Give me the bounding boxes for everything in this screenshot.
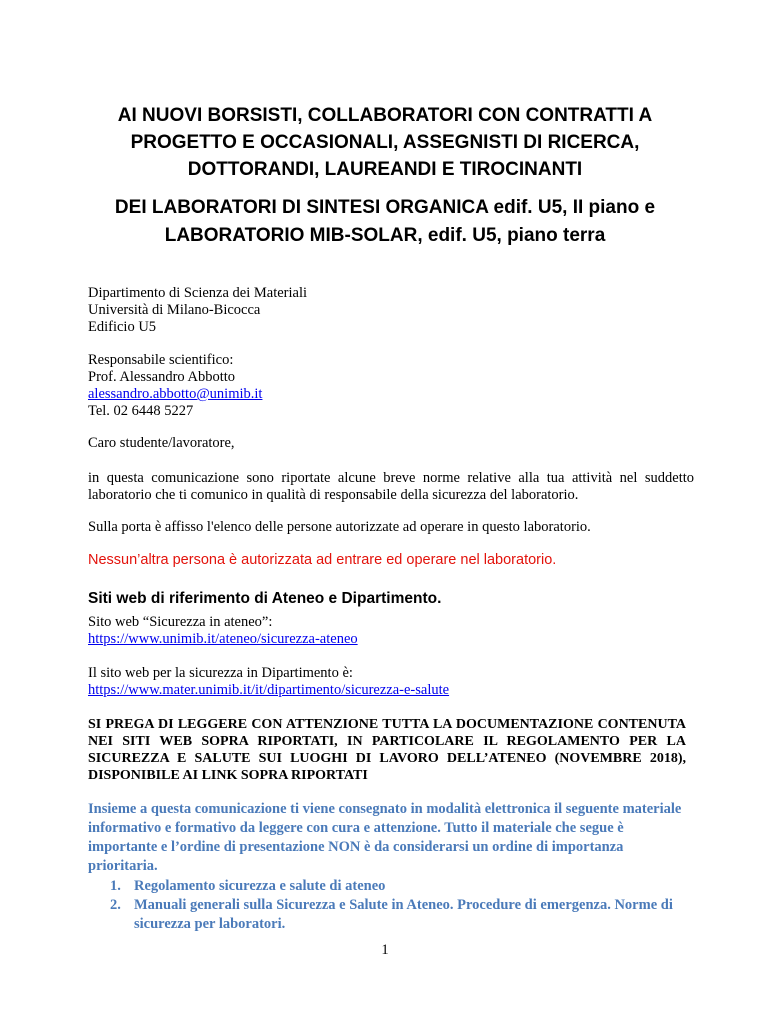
greeting: Caro studente/lavoratore, [88, 435, 235, 451]
material-list [88, 877, 694, 934]
list-item-text: Manuali generali sulla Sicurezza e Salute in Ateneo. Procedure di emergenza. Norme di sicurezza per laboratori. [134, 897, 673, 932]
title-line: DOTTORANDI, LAUREANDI E TIROCINANTI [187, 159, 583, 180]
responsible-heading: Responsabile scientifico: [88, 352, 234, 368]
title-line: AI NUOVI BORSISTI, COLLABORATORI CON CONTRATTI A [117, 105, 653, 126]
subtitle-line: LABORATORIO MIB-SOLAR, edif. U5, piano terra [164, 225, 606, 246]
intro-paragraph: in questa comunicazione sono riportate alcune breve norme relative alla tua attività nel suddetto laboratorio che ti comunico in qualità di responsabile della sicurezza del laboratorio. [88, 470, 694, 503]
list-item-text: Regolamento sicurezza e salute di ateneo [134, 878, 386, 894]
ateneo-website-label: Sito web “Sicurezza in ateneo”: [88, 614, 273, 630]
responsible-phone: Tel. 02 6448 5227 [88, 403, 194, 419]
ateneo-website-link[interactable]: https://www.unimib.it/ateneo/sicurezza-ateneo [88, 631, 358, 647]
material-intro: Insieme a questa comunicazione ti viene consegnato in modalità elettronica il seguente materiale informativo e formativo da leggere con cura e attenzione. Tutto il materiale che segue è importante e l’ordine di presentazione NON è da considerarsi un ordine di importanza prioritaria. [88, 801, 682, 874]
dept-website-link[interactable]: https://www.mater.unimib.it/it/dipartimento/sicurezza-e-salute [88, 682, 450, 698]
responsible-contact [88, 352, 262, 420]
list-item [88, 877, 694, 896]
door-note: Sulla porta è affisso l'elenco delle persone autorizzate ad operare in questo laboratorio. [88, 519, 591, 535]
building-name: Edificio U5 [88, 319, 157, 335]
warning-text: Nessun’altra persona è autorizzata ad entrare ed operare nel laboratorio. [88, 552, 557, 568]
responsible-name: Prof. Alessandro Abbotto [88, 369, 236, 385]
notice-caps: SI PREGA DI LEGGERE CON ATTENZIONE TUTTA LA DOCUMENTAZIONE CONTENUTA NEI SITI WEB SOPRA RIPORTATI, IN PARTICOLARE IL REGOLAMENTO PER LA SICUREZZA E SALUTE SUI LUOGHI DI LAVORO DELL’ATENEO (NOVEMBRE 2018), DISPONIBILE AI LINK SOPRA RIPORTATI [88, 717, 686, 783]
list-item [88, 896, 694, 934]
department-address [88, 285, 307, 336]
title-line: PROGETTO E OCCASIONALI, ASSEGNISTI DI RICERCA, [130, 132, 640, 153]
websites-heading: Siti web di riferimento di Ateneo e Dipartimento. [88, 590, 442, 607]
ateneo-website [88, 614, 358, 648]
document-subtitle [60, 194, 710, 250]
page-number: 1 [381, 942, 389, 958]
subtitle-line: DEI LABORATORI DI SINTESI ORGANICA edif. U5, II piano e [114, 197, 656, 218]
list-item-number: 1. [110, 878, 121, 894]
document-title [60, 102, 710, 183]
department-name: Dipartimento di Scienza dei Materiali [88, 285, 308, 301]
university-name: Università di Milano-Bicocca [88, 302, 261, 318]
responsible-email-link[interactable]: alessandro.abbotto@unimib.it [88, 386, 263, 402]
dept-website [88, 665, 449, 699]
list-item-number: 2. [110, 897, 121, 913]
dept-website-label: Il sito web per la sicurezza in Dipartimento è: [88, 665, 353, 681]
